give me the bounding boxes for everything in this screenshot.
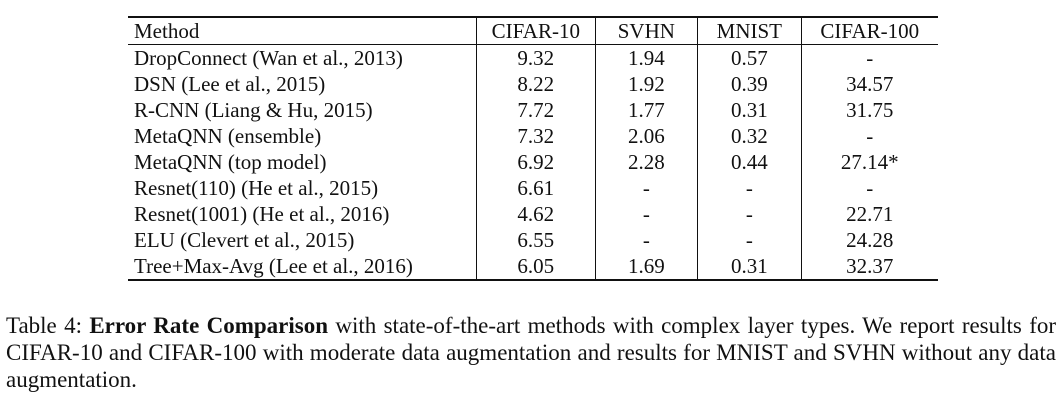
caption-bold-title: Error Rate Comparison — [89, 313, 329, 338]
caption-text: with state-of-the-art methods with complex layer types. We report results for CIFAR-10 and CIFAR-100 with moderate data augmentation and results for MNIST and SVHN without any data augmentation. — [6, 313, 1057, 392]
cell-cifar100: - — [801, 123, 938, 149]
cell-svhn: 1.92 — [595, 71, 697, 97]
cell-cifar100: 22.71 — [801, 201, 938, 227]
cell-cifar10: 7.32 — [477, 123, 596, 149]
cell-cifar100: 32.37 — [801, 253, 938, 280]
results-table — [128, 16, 938, 281]
cell-svhn: 1.94 — [595, 45, 697, 72]
cell-mnist: 0.31 — [698, 97, 801, 123]
cell-method: MetaQNN (top model) — [134, 150, 327, 174]
table-row — [128, 227, 938, 253]
cell-svhn: 1.69 — [595, 253, 697, 280]
table-row — [128, 123, 938, 149]
cell-cifar10: 4.62 — [477, 201, 596, 227]
cell-cifar10: 6.05 — [477, 253, 596, 280]
cell-cifar100: 34.57 — [801, 71, 938, 97]
results-table-container — [128, 16, 938, 281]
cell-svhn: - — [595, 227, 697, 253]
cell-method: MetaQNN (ensemble) — [134, 124, 322, 148]
cell-cifar100: - — [801, 45, 938, 72]
table-row — [128, 175, 938, 201]
cell-mnist: 0.39 — [698, 71, 801, 97]
header-svhn: SVHN — [595, 17, 697, 45]
cell-mnist: 0.32 — [698, 123, 801, 149]
cell-mnist: 0.31 — [698, 253, 801, 280]
table-row — [128, 45, 938, 72]
cell-method: DropConnect (Wan et al., 2013) — [134, 46, 403, 70]
table-row — [128, 97, 938, 123]
cell-mnist: - — [698, 201, 801, 227]
table-row — [128, 201, 938, 227]
cell-svhn: 1.77 — [595, 97, 697, 123]
cell-mnist: - — [698, 175, 801, 201]
cell-method: Tree+Max-Avg (Lee et al., 2016) — [128, 253, 477, 280]
cell-svhn: - — [595, 175, 697, 201]
table-row — [128, 253, 938, 280]
cell-svhn: 2.06 — [595, 123, 697, 149]
header-cifar10: CIFAR-10 — [477, 17, 596, 45]
table-row — [128, 71, 938, 97]
cell-method: ELU (Clevert et al., 2015) — [134, 228, 355, 252]
cell-method: R-CNN (Liang & Hu, 2015) — [134, 98, 373, 122]
table-body — [128, 45, 938, 281]
cell-cifar10: 6.61 — [477, 175, 596, 201]
cell-method: Resnet(1001) (He et al., 2016) — [134, 202, 390, 226]
cell-mnist: - — [698, 227, 801, 253]
table-row — [128, 149, 938, 175]
cell-method: Resnet(110) (He et al., 2015) — [134, 176, 379, 200]
cell-svhn: 2.28 — [595, 149, 697, 175]
cell-cifar10: 7.72 — [477, 97, 596, 123]
cell-cifar10: 6.55 — [477, 227, 596, 253]
header-cifar100: CIFAR-100 — [801, 17, 938, 45]
cell-mnist: 0.57 — [698, 45, 801, 72]
cell-svhn: - — [595, 201, 697, 227]
header-method: Method — [128, 17, 477, 45]
cell-method: DSN (Lee et al., 2015) — [134, 72, 326, 96]
cell-cifar100: - — [801, 175, 938, 201]
cell-cifar10: 6.92 — [477, 149, 596, 175]
header-mnist: MNIST — [698, 17, 801, 45]
table-header-row — [128, 17, 938, 45]
cell-cifar10: 9.32 — [477, 45, 596, 72]
table-caption — [6, 312, 1056, 393]
cell-cifar100: 27.14* — [801, 149, 938, 175]
cell-mnist: 0.44 — [698, 149, 801, 175]
cell-cifar10: 8.22 — [477, 71, 596, 97]
cell-cifar100: 31.75 — [801, 97, 938, 123]
cell-cifar100: 24.28 — [801, 227, 938, 253]
caption-label: Table 4: — [6, 313, 82, 338]
